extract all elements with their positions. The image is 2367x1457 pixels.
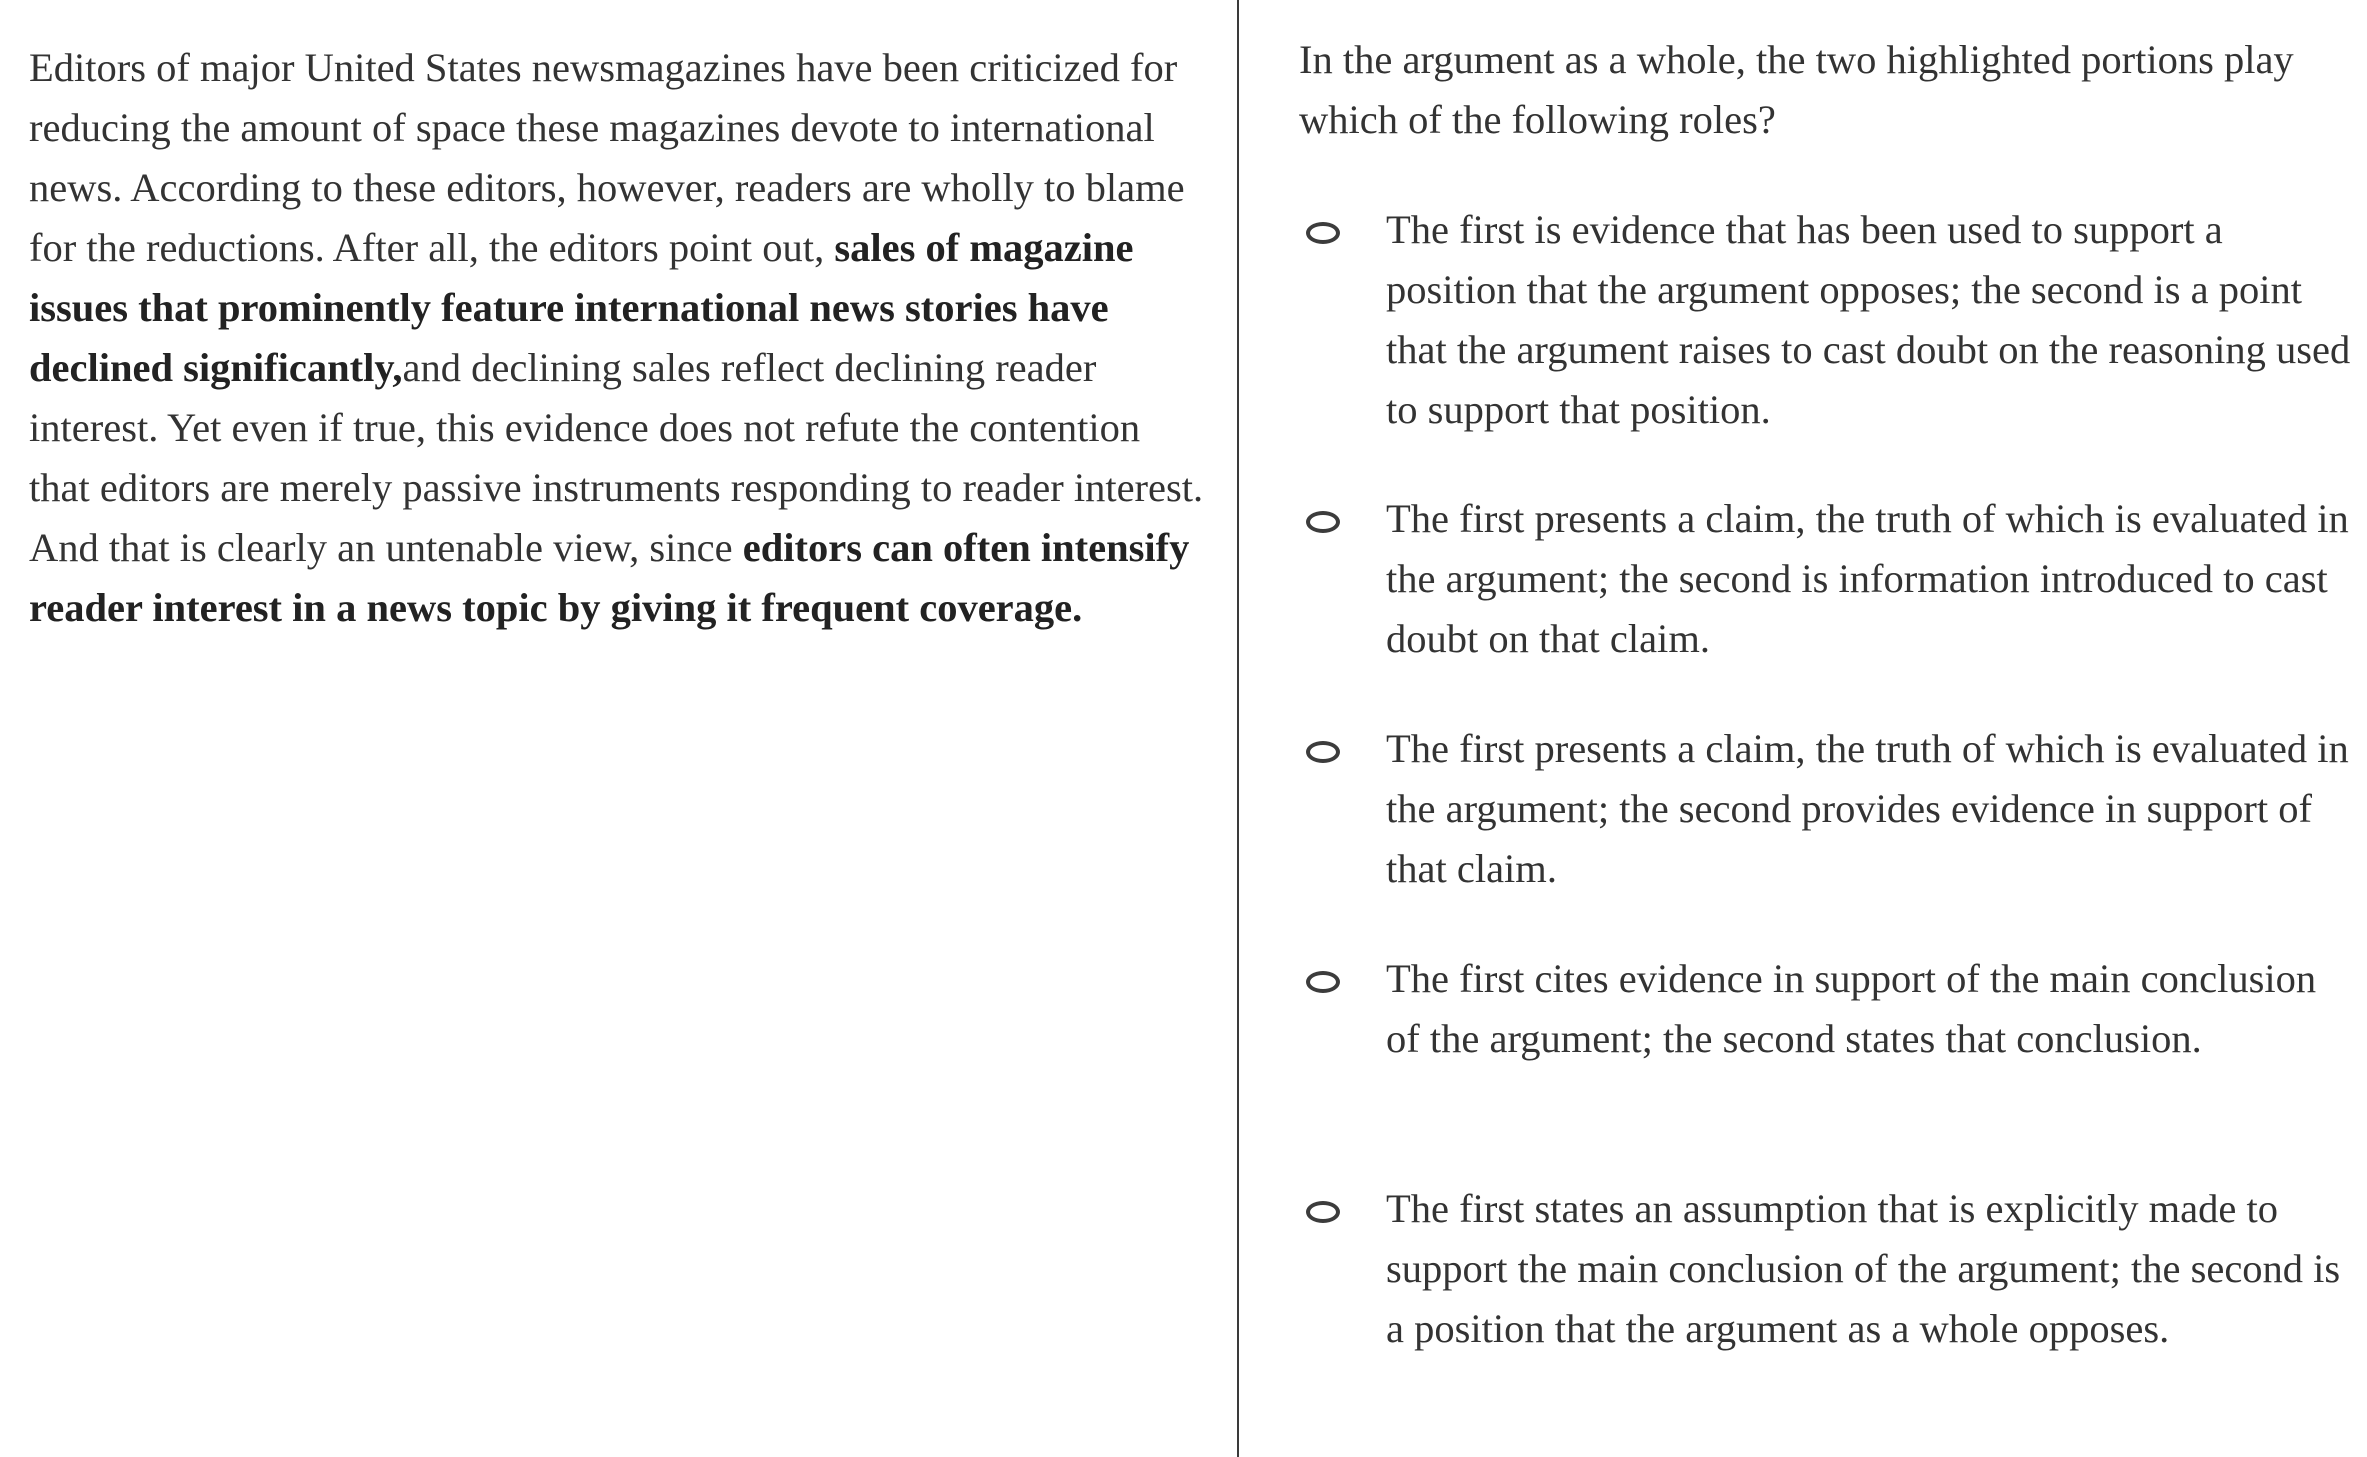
answer-choice-label: The first presents a claim, the truth of which is evaluated in the argument; the second is information introduced to cast doubt on that claim.	[1386, 496, 2349, 661]
answer-choice-label: The first cites evidence in support of the main conclusion of the argument; the second states that conclusion.	[1386, 956, 2317, 1061]
radio-button-icon[interactable]	[1306, 222, 1340, 244]
answer-choice-label: The first presents a claim, the truth of which is evaluated in the argument; the second provides evidence in support of that claim.	[1386, 726, 2349, 891]
passage-text	[29, 38, 1204, 638]
question-pane	[1299, 30, 2351, 1351]
answer-choice-e[interactable]	[1299, 1179, 2351, 1379]
passage-pane	[29, 38, 1204, 638]
answer-choice-label: The first is evidence that has been used to support a position that the argument opposes; the second is a point that the argument raises to cast doubt on the reasoning used to support that position.	[1386, 207, 2351, 432]
answer-choice-label: The first states an assumption that is explicitly made to support the main conclusion of the argument; the second is a position that the argument as a whole opposes.	[1386, 1186, 2341, 1351]
answer-choice-d[interactable]	[1299, 949, 2351, 1149]
radio-button-icon[interactable]	[1306, 1201, 1340, 1223]
highlighted-portion-2: editors can often intensify reader interest in a news topic by giving it frequent coverage.	[29, 525, 1190, 630]
radio-button-icon[interactable]	[1306, 971, 1340, 993]
radio-button-icon[interactable]	[1306, 511, 1340, 533]
highlighted-portion-1: sales of magazine issues that prominently feature international news stories have declined significantly,	[29, 225, 1134, 390]
passage-segment-2: and declining sales reflect declining reader interest. Yet even if true, this evidence does not refute the contention that editors are merely passive instruments responding to reader interest. And that is clearly an untenable view, since	[29, 345, 1204, 570]
pane-divider[interactable]	[1237, 0, 1239, 1457]
answer-choice-c[interactable]	[1299, 719, 2351, 919]
answer-choice-b[interactable]	[1299, 489, 2351, 689]
passage-segment-1: Editors of major United States newsmagazines have been criticized for reducing the amount of space these magazines devote to international news. According to these editors, however, readers are wholly to blame for the reductions. After all, the editors point out,	[29, 45, 1185, 270]
radio-button-icon[interactable]	[1306, 741, 1340, 763]
question-stem: In the argument as a whole, the two highlighted portions play which of the following roles?	[1299, 37, 2294, 142]
answer-choice-a[interactable]	[1299, 200, 2351, 432]
